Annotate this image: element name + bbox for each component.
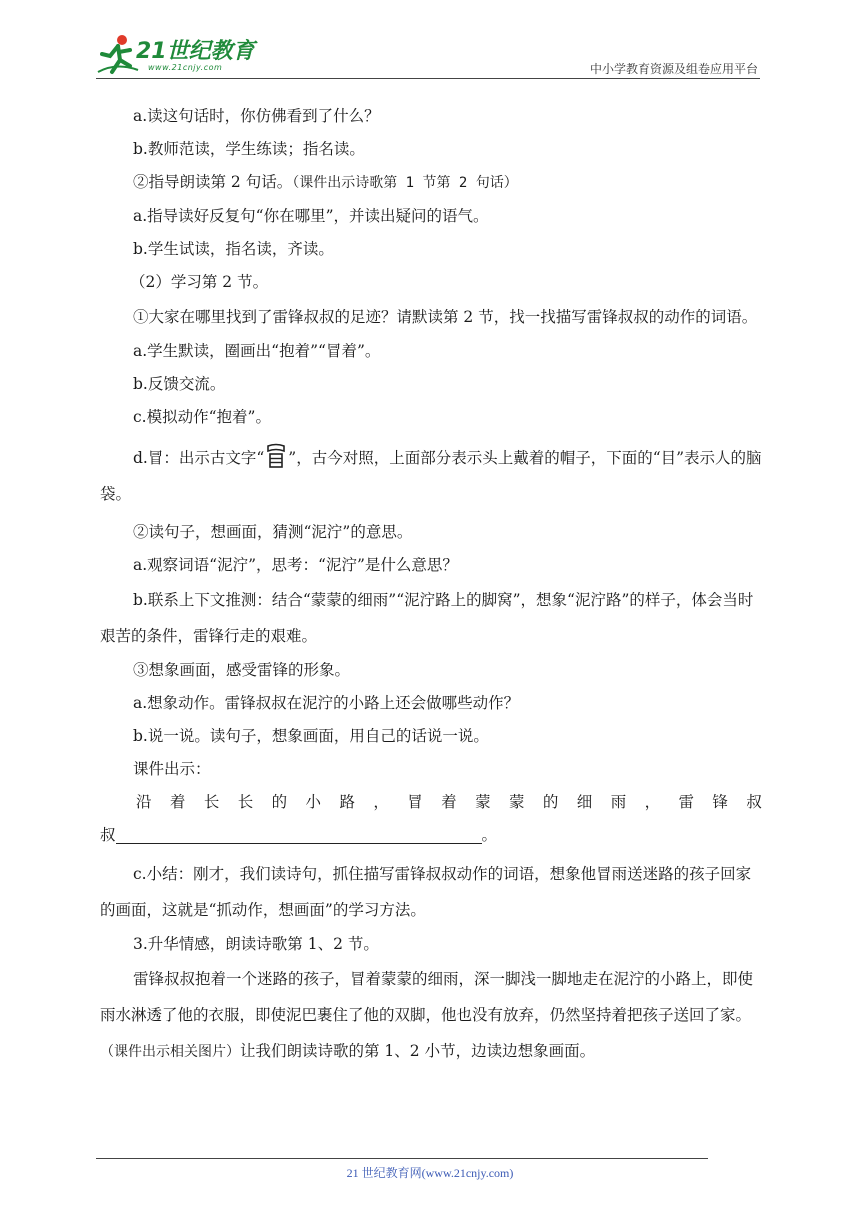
header-divider	[96, 78, 760, 79]
line-23-end: 让我们朗读诗歌的第 1、2 小节，边读边想象画面。	[240, 1042, 596, 1060]
c19-15: ，	[644, 793, 661, 811]
line-20-end: 。	[481, 826, 498, 844]
c19-1: 着	[169, 793, 186, 811]
line-23	[100, 961, 762, 1070]
c19-13: 细	[576, 793, 593, 811]
logo-url: www.21cnjy.com	[148, 63, 223, 72]
line-2: b.教师范读，学生练读；指名读。	[133, 140, 365, 158]
page-header	[96, 30, 760, 80]
line-9: b.反馈交流。	[133, 375, 226, 393]
line-23-note: （课件出示相关图片）	[100, 1044, 240, 1060]
line-15: ③想象画面，感受雷锋的形象。	[133, 661, 351, 679]
c19-12: 的	[542, 793, 559, 811]
logo-text: 21世纪教育	[136, 39, 255, 64]
line-3-note: （课件出示诗歌第 1 节第 2 句话）	[292, 175, 518, 191]
line-22: 3.升华情感，朗读诗歌第 1、2 节。	[133, 935, 379, 953]
c19-17: 锋	[712, 793, 728, 811]
c19-7: ，	[373, 793, 389, 811]
line-7: ①大家在哪里找到了雷锋叔叔的足迹？请默读第 2 节，找一找描写雷锋叔叔的动作的词语。	[133, 308, 758, 326]
line-12: ②读句子，想画面，猜测“泥泞”的意思。	[133, 523, 413, 541]
c19-4: 的	[271, 793, 288, 811]
c19-5: 小	[305, 793, 322, 811]
line-10: c.模拟动作“抱着”。	[133, 408, 271, 426]
c19-9: 着	[441, 793, 457, 811]
line-11-start: d.冒：出示古文字“	[133, 449, 265, 467]
c19-3: 长	[237, 793, 254, 811]
footer-divider	[96, 1158, 708, 1159]
logo	[96, 30, 266, 76]
line-1: a.读这句话时，你仿佛看到了什么？	[133, 107, 380, 125]
line-17: b.说一说。读句子，想象画面，用自己的话说一说。	[133, 727, 489, 745]
runner-logo-icon	[96, 32, 140, 76]
line-23-main: 雷锋叔叔抱着一个迷路的孩子，冒着蒙蒙的细雨，深一脚浅一脚地走在泥泞的小路上，即使雨水淋透了他的衣服，即使泥巴裹住了他的双脚，他也没有放弃，仍然坚持着把孩子送回了家。	[100, 970, 754, 1024]
document-body	[100, 100, 762, 1070]
line-14: b.联系上下文推测：结合“蒙蒙的细雨”“泥泞路上的脚窝”，想象“泥泞路”的样子，体会当时艰苦的条件，雷锋行走的艰难。	[100, 591, 754, 645]
line-19-courseware	[100, 786, 762, 819]
c19-0: 沿	[136, 793, 152, 811]
c19-11: 蒙	[508, 793, 525, 811]
c19-14: 雨	[610, 793, 627, 811]
line-21: c.小结：刚才，我们读诗句，抓住描写雷锋叔叔动作的词语，想象他冒雨送迷路的孩子回家的画面，这就是“抓动作，想画面”的学习方法。	[100, 865, 752, 919]
line-3	[100, 166, 762, 200]
line-11	[100, 440, 762, 512]
line-16: a.想象动作。雷锋叔叔在泥泞的小路上还会做哪些动作？	[133, 694, 520, 712]
line-4: a.指导读好反复句“你在哪里”，并读出疑问的语气。	[133, 207, 489, 225]
c19-8: 冒	[407, 793, 423, 811]
line-3-main: ②指导朗读第 2 句话。	[133, 173, 293, 191]
line-8: a.学生默读，圈画出“抱着”“冒着”。	[133, 342, 381, 360]
line-5: b.学生试读，指名读，齐读。	[133, 240, 334, 258]
c19-16: 雷	[678, 793, 695, 811]
line-18: 课件出示：	[133, 760, 211, 778]
c19-6: 路	[339, 793, 355, 811]
ancient-mao-glyph-icon	[265, 443, 287, 469]
line-11-end: ”，古今对照，上面部分表示头上戴着的帽子，下面的“目”表示人的脑袋。	[100, 449, 762, 503]
c19-10: 蒙	[475, 793, 491, 811]
page-footer: 21 世纪教育网(www.21cnjy.com)	[346, 1166, 514, 1180]
fill-blank	[116, 825, 482, 844]
line-13: a.观察词语“泥泞”，思考：“泥泞”是什么意思？	[133, 556, 458, 574]
c19-2: 长	[203, 793, 220, 811]
line-6: （2）学习第 2 节。	[130, 273, 269, 291]
c19-18: 叔	[746, 793, 762, 811]
header-platform-text: 中小学教育资源及组卷应用平台	[589, 62, 758, 76]
line-20-start: 叔	[100, 826, 116, 844]
line-20-fill-blank	[100, 819, 762, 852]
